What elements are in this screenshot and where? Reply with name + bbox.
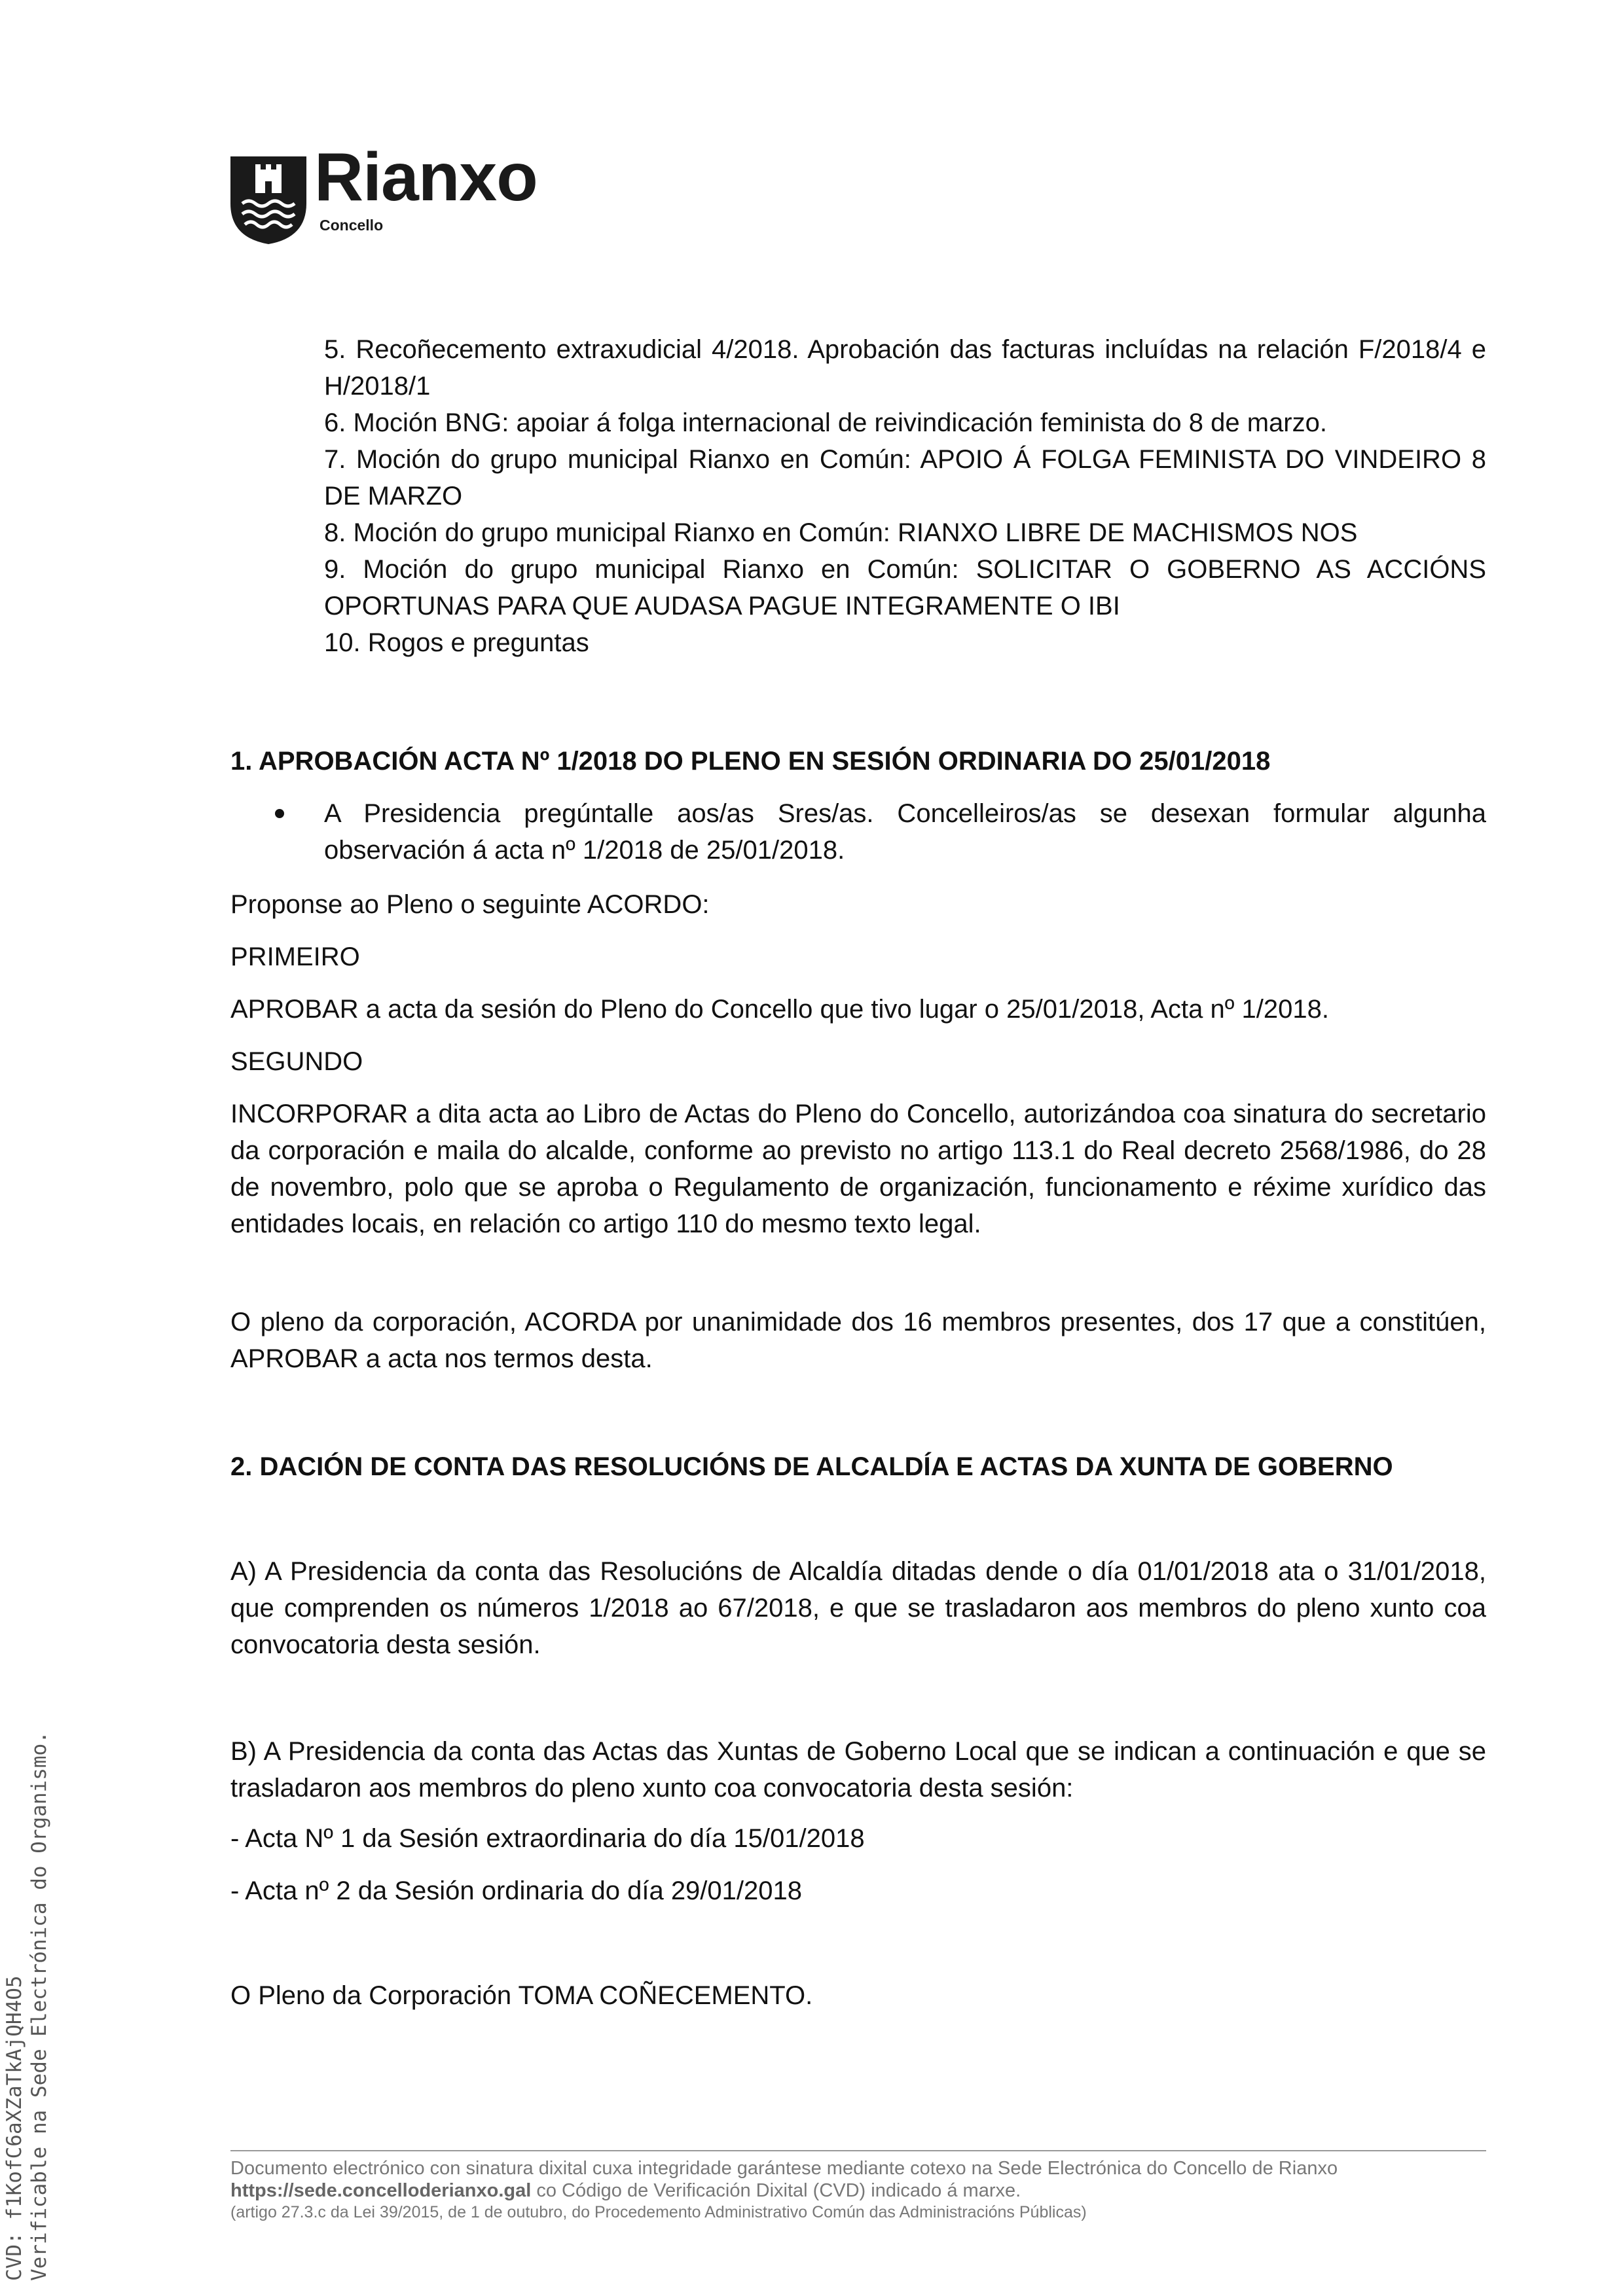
side-margin (0, 0, 65, 2296)
agenda-item: 10. Rogos e preguntas (324, 628, 589, 657)
proposal-text: Proponse ao Pleno o seguinte ACORDO: (230, 890, 710, 919)
bullet-icon (275, 809, 284, 818)
verification-url[interactable]: https://sede.concelloderianxo.gal (230, 2180, 532, 2201)
section-2-resolution: O Pleno da Corporación TOMA COÑECEMENTO. (230, 1981, 813, 2010)
footer-legal-note: (artigo 27.3.c da Lei 39/2015, de 1 de outubro, do Procedemento Administrativo Común das Administracións Públicas) (230, 2203, 1087, 2221)
footer-divider (230, 2150, 1486, 2151)
acta-item: - Acta nº 2 da Sesión ordinaria do día 29/01/2018 (230, 1876, 803, 1905)
agenda-item: 9. Moción do grupo municipal Rianxo en Común: SOLICITAR O GOBERNO AS ACCIÓNS OPORTUNAS PARA QUE AUDASA PAGUE INTEGRAMENTE O IBI (324, 555, 1486, 620)
section-1-heading: 1. APROBACIÓN ACTA Nº 1/2018 DO PLENO EN SESIÓN ORDINARIA DO 25/01/2018 (230, 747, 1271, 776)
concello-logo (230, 139, 571, 245)
verification-note: Verificable na Sede Electrónica do Organismo. (27, 1731, 51, 2281)
agenda-item: 6. Moción BNG: apoiar á folga internacional de reivindicación feminista do 8 de marzo. (324, 408, 1327, 437)
agenda-item: 5. Recoñecemento extraxudicial 4/2018. Aprobación das facturas incluídas na relación F/2018/4 e H/2018/1 (324, 335, 1486, 401)
footer-line-1: Documento electrónico con sinatura dixital cuxa integridade garántese mediante cotexo na Sede Electrónica do Concello de Rianxo (230, 2158, 1338, 2179)
agenda-item: 8. Moción do grupo municipal Rianxo en Común: RIANXO LIBRE DE MACHISMOS NOS (324, 518, 1358, 547)
footer-line-2 (230, 2179, 1486, 2202)
footer-line-2-text: co Código de Verificación Dixital (CVD) indicado á marxe. (531, 2180, 1021, 2201)
cvd-code: CVD: f1KofC6aXZaTkAjQH4O5 (3, 1975, 26, 2281)
section-1-resolution: O pleno da corporación, ACORDA por unanimidade dos 16 membros presentes, dos 17 que a constitúen, APROBAR a acta nos termos desta. (230, 1308, 1486, 1373)
agenda-item: 7. Moción do grupo municipal Rianxo en Común: APOIO Á FOLGA FEMINISTA DO VINDEIRO 8 DE MARZO (324, 445, 1486, 511)
second-text: INCORPORAR a dita acta ao Libro de Actas do Pleno do Concello, autorizándoa coa sinatura do secretario da corporación e maila do alcalde, conforme ao previsto no artigo 113.1 do Real decreto 2568/1986, do 28 de novembro, polo que se aproba o Regulamento de organización, funcionamento e réxime xurídico das entidades locais, en relación co artigo 110 do mesmo texto legal. (230, 1100, 1486, 1238)
section-2-heading: 2. DACIÓN DE CONTA DAS RESOLUCIÓNS DE ALCALDÍA E ACTAS DA XUNTA DE GOBERNO (230, 1452, 1393, 1481)
logo-subtitle: Concello (319, 217, 384, 234)
first-text: APROBAR a acta da sesión do Pleno do Concello que tivo lugar o 25/01/2018, Acta nº 1/2018. (230, 995, 1329, 1024)
section-1-bullet: A Presidencia pregúntalle aos/as Sres/as. Concelleiros/as se desexan formular algunha observación á acta nº 1/2018 de 25/01/2018. (324, 799, 1486, 865)
shield-icon (230, 156, 306, 244)
section-2-para-b: B) A Presidencia da conta das Actas das Xuntas de Goberno Local que se indican a continuación e que se trasladaron aos membros do pleno xunto coa convocatoria desta sesión: (230, 1737, 1486, 1803)
agenda-list (324, 331, 1486, 661)
acta-item: - Acta Nº 1 da Sesión extraordinaria do día 15/01/2018 (230, 1824, 865, 1853)
first-label: PRIMEIRO (230, 942, 360, 971)
second-label: SEGUNDO (230, 1047, 363, 1076)
logo-name: Rianxo (314, 139, 538, 215)
section-2-para-a: A) A Presidencia da conta das Resolucións de Alcaldía ditadas dende o día 01/01/2018 ata o 31/01/2018, que comprenden os números 1/2018 ao 67/2018, e que se trasladaron aos membros do pleno xunto coa convocatoria desta sesión. (230, 1557, 1486, 1659)
